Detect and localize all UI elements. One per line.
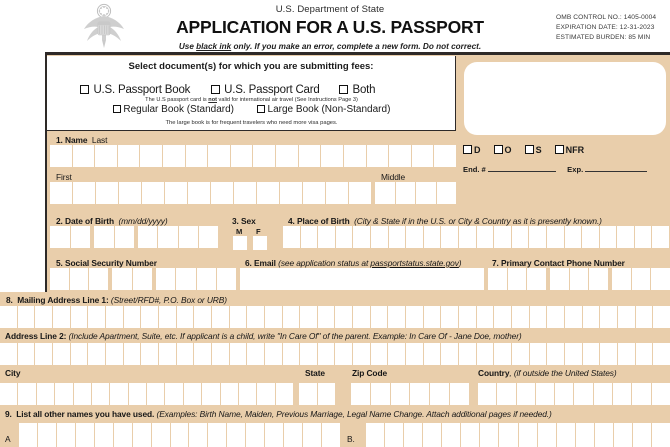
nfr-option[interactable]	[555, 145, 585, 155]
othernames-a-label: A	[5, 434, 11, 444]
nfr-label: NFR	[565, 145, 585, 155]
department-name: U.S. Department of State	[275, 4, 385, 15]
dob-year-input[interactable]	[138, 226, 218, 248]
pob-field-label: 4. Place of Birth (City & State if in the U.S. or City & Country as it is presently known.)	[288, 216, 602, 226]
o-checkbox[interactable]	[494, 145, 503, 154]
ssn-field-label: 5. Social Security Number	[56, 258, 157, 268]
phone-field-label: 7. Primary Contact Phone Number	[492, 258, 625, 268]
s-option[interactable]	[525, 145, 542, 155]
city-input[interactable]	[0, 383, 293, 405]
o-option[interactable]	[494, 145, 512, 155]
name-last-input[interactable]	[50, 145, 456, 167]
fee-primary-options	[47, 80, 456, 98]
both-checkbox[interactable]	[339, 85, 348, 94]
address2-field-label: Address Line 2: (Include Apartment, Suite, etc. If applicant is a child, write "In Care Of" of the parent. Example: In Care Of - Jane Doe, mother)	[5, 331, 522, 341]
omb-estimated-burden: ESTIMATED BURDEN: 85 MIN	[556, 34, 651, 42]
s-checkbox[interactable]	[525, 145, 534, 154]
othernames-b-label: B.	[347, 434, 355, 444]
name-middle-label: Middle	[381, 172, 406, 182]
othernames-field-label: 9. List all other names you have used. (Examples: Birth Name, Maiden, Previous Marriage, Legal Name Change. Attach additional pages if needed.)	[5, 409, 552, 419]
dob-day-input[interactable]	[94, 226, 134, 248]
ssn-group-input[interactable]	[112, 268, 152, 290]
sex-male-checkbox[interactable]	[233, 236, 247, 250]
passport-book-option[interactable]	[80, 80, 190, 98]
omb-control-number: OMB CONTROL NO.: 1405-0004	[556, 14, 657, 21]
address2-input[interactable]	[0, 343, 670, 365]
both-option[interactable]	[339, 80, 375, 98]
dob-field-label: 2. Date of Birth (mm/dd/yyyy)	[56, 216, 168, 226]
nfr-checkbox[interactable]	[555, 145, 564, 154]
d-checkbox[interactable]	[463, 145, 472, 154]
endorsement-label: End. #	[463, 165, 486, 174]
email-input[interactable]	[240, 268, 484, 290]
omb-expiration-date: EXPIRATION DATE: 12-31-2023	[556, 24, 655, 32]
header-title-block	[150, 4, 510, 51]
passport-card-checkbox[interactable]	[211, 85, 220, 94]
address1-field-label: 8. Mailing Address Line 1: (Street/RFD#, P.O. Box or URB)	[6, 295, 227, 305]
email-field-label: 6. Email (see application status at passportstatus.state.gov)	[245, 258, 462, 268]
endorsement-expiration-row	[463, 163, 669, 174]
d-label: D	[474, 145, 481, 155]
o-label: O	[504, 145, 512, 155]
passport-card-label: U.S. Passport Card	[224, 84, 320, 96]
pob-input[interactable]	[283, 226, 669, 248]
othernames-a-input[interactable]	[19, 423, 340, 447]
official-use-checkbox-row	[463, 145, 669, 155]
regular-book-checkbox[interactable]	[113, 105, 121, 113]
passport-book-label: U.S. Passport Book	[93, 84, 191, 96]
page-title: APPLICATION FOR A U.S. PASSPORT	[176, 17, 484, 37]
state-field-label: State	[305, 368, 325, 378]
large-book-label: Large Book (Non-Standard)	[267, 104, 391, 115]
passport-book-checkbox[interactable]	[80, 85, 89, 94]
zip-input[interactable]	[351, 383, 469, 405]
official-use-white-box[interactable]	[464, 62, 666, 135]
sex-female-label: F	[256, 227, 261, 236]
regular-book-label: Regular Book (Standard)	[123, 104, 234, 115]
name-middle-input[interactable]	[375, 182, 456, 204]
endorsement-input[interactable]	[488, 163, 556, 172]
ssn-area-input[interactable]	[50, 268, 108, 290]
omb-info-block	[556, 13, 656, 44]
dob-month-input[interactable]	[50, 226, 90, 248]
address1-input[interactable]	[0, 306, 670, 328]
sex-field-label: 3. Sex	[232, 216, 256, 226]
large-book-option[interactable]	[257, 104, 391, 115]
fee-book-size-options	[47, 104, 456, 115]
black-ink-instruction: Use black ink only. If you make an error, complete a new form. Do not correct.	[178, 42, 482, 51]
zip-field-label: Zip Code	[352, 368, 388, 378]
phone-line-input[interactable]	[612, 268, 670, 290]
name-field-label: 1. Name Last	[56, 135, 108, 145]
passport-card-note: The U.S passport card is not valid for international air travel (See Instructions Page 3)	[145, 97, 358, 103]
ssn-serial-input[interactable]	[156, 268, 236, 290]
s-label: S	[535, 145, 542, 155]
fee-selection-panel	[47, 56, 456, 131]
phone-prefix-input[interactable]	[550, 268, 608, 290]
great-seal-eagle-icon	[78, 2, 130, 50]
both-label: Both	[352, 84, 376, 96]
othernames-b-input[interactable]	[366, 423, 670, 447]
d-option[interactable]	[463, 145, 481, 155]
large-book-note: The large book is for frequent travelers who need more visa pages.	[165, 120, 338, 126]
passport-card-option[interactable]	[211, 80, 320, 98]
state-input[interactable]	[299, 383, 335, 405]
phone-area-input[interactable]	[488, 268, 546, 290]
form-header	[0, 0, 670, 52]
sex-female-checkbox[interactable]	[253, 236, 267, 250]
large-book-checkbox[interactable]	[257, 105, 265, 113]
country-input[interactable]	[478, 383, 670, 405]
city-field-label: City	[5, 368, 21, 378]
expiration-input[interactable]	[585, 163, 647, 172]
name-first-label: First	[56, 172, 72, 182]
sex-male-label: M	[236, 227, 243, 236]
country-field-label: Country, (if outside the United States)	[478, 368, 617, 378]
expiration-label: Exp.	[567, 165, 584, 174]
regular-book-option[interactable]	[113, 104, 234, 115]
fee-selection-title: Select document(s) for which you are submitting fees:	[128, 61, 374, 72]
name-first-input[interactable]	[50, 182, 371, 204]
